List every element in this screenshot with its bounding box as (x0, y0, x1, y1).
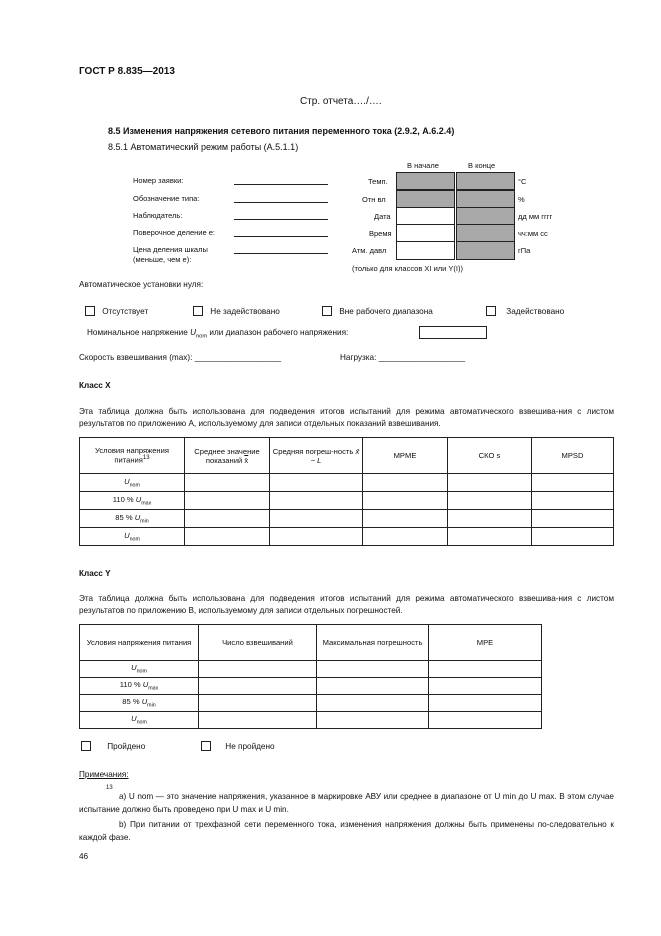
table-cell[interactable] (270, 474, 363, 492)
env-date-label: Дата (374, 212, 391, 221)
load-field[interactable]: Нагрузка: ___________________ (340, 353, 466, 362)
table-cell[interactable] (270, 510, 363, 528)
note-a: а) U nom — это значение напряжения, указанное в маркировке АВУ или среднее в диапазоне от U min до U max. В этом случае испытание должно быть проведено при U max и U min. (79, 792, 614, 814)
table-cell[interactable] (317, 695, 429, 712)
table-cell[interactable] (199, 661, 317, 678)
class-x-title: Класс X (79, 381, 111, 390)
table-cell[interactable] (363, 492, 448, 510)
env-humidity-start-cell[interactable] (396, 190, 455, 208)
class-x-header-mean-error: Средняя погреш-ность x̄ − L (270, 438, 363, 474)
type-designation-label: Обозначение типа: (133, 194, 200, 203)
env-pressure-unit: гПа (518, 246, 531, 255)
class-x-header-mean: Среднее значение показаний x̄ (185, 438, 270, 474)
table-cell[interactable] (317, 661, 429, 678)
class-x-row-label: $U_{nom}$ (80, 528, 185, 546)
observer-label: Наблюдатель: (133, 211, 183, 220)
table-cell[interactable] (317, 678, 429, 695)
table-cell[interactable] (429, 695, 542, 712)
order-number-field[interactable] (234, 184, 328, 185)
table-cell[interactable] (532, 474, 614, 492)
table-cell[interactable] (270, 492, 363, 510)
result-failed[interactable] (201, 741, 275, 751)
weighing-speed-field[interactable]: Скорость взвешивания (max): ___________________ (79, 353, 282, 362)
table-cell[interactable] (532, 528, 614, 546)
table-cell[interactable] (363, 510, 448, 528)
result-failed-label: Не пройдено (225, 742, 275, 751)
table-cell[interactable] (199, 712, 317, 729)
class-y-row-label: $U_{nom}$ (80, 661, 199, 678)
env-col-start: В начале (407, 161, 439, 170)
nominal-voltage-label: Номинальное напряжение $U_{nom}$ или диапазон рабочего напряжения: (87, 328, 349, 340)
table-cell[interactable] (199, 678, 317, 695)
env-time-end-cell[interactable] (456, 224, 515, 242)
env-time-unit: чч:мм сс (518, 229, 548, 238)
env-date-end-cell[interactable] (456, 207, 515, 225)
table-cell[interactable] (448, 474, 532, 492)
scale-division-field[interactable] (234, 253, 328, 254)
table-cell[interactable] (185, 510, 270, 528)
class-y-table (79, 624, 542, 729)
scale-division-label-2: (меньше, чем e): (133, 255, 192, 264)
class-y-header-conditions: Условия напряжения питания (80, 625, 199, 661)
table-cell[interactable] (185, 474, 270, 492)
doc-code: ГОСТ Р 8.835—2013 (79, 66, 175, 77)
zero-device-label: Автоматическое установки нуля: (79, 280, 204, 289)
env-humidity-unit: % (518, 195, 525, 204)
table-cell[interactable] (199, 695, 317, 712)
env-temp-unit: °C (518, 177, 527, 186)
table-cell[interactable] (532, 492, 614, 510)
table-cell[interactable] (429, 712, 542, 729)
verification-division-label: Поверочное деление e: (133, 228, 215, 237)
class-x-header-mpsd: MPSD (532, 438, 614, 474)
class-y-header-mpe: MPE (429, 625, 542, 661)
zero-option-outside-range-label: Вне рабочего диапазона (339, 307, 433, 316)
table-cell[interactable] (363, 474, 448, 492)
class-x-header-mpme: MPME (363, 438, 448, 474)
checkbox[interactable] (322, 306, 332, 316)
env-date-unit: дд мм гггг (518, 212, 553, 221)
table-cell[interactable] (429, 661, 542, 678)
class-x-table (79, 437, 614, 546)
result-passed-label: Пройдено (107, 742, 146, 751)
class-x-description: Эта таблица должна быть использована для подведения итогов испытаний для режима автоматического взвешива-ния с листом результатов по приложению А, используемому для записи отдельных показаний взвешивания. (79, 407, 614, 428)
env-note: (только для классов XI или Y(I)) (352, 264, 463, 273)
checkbox[interactable] (201, 741, 211, 751)
checkbox[interactable] (193, 306, 203, 316)
class-x-header-sko: СКО s (448, 438, 532, 474)
section-title: 8.5 Изменения напряжения сетевого питания переменного тока (2.9.2, А.6.2.4) (108, 126, 455, 136)
env-time-label: Время (369, 229, 392, 238)
table-cell[interactable] (317, 712, 429, 729)
class-y-header-max-error: Максимальная погрешность (317, 625, 429, 661)
env-pressure-start-cell[interactable] (396, 241, 455, 260)
env-temp-label: Темп. (368, 177, 388, 186)
table-cell[interactable] (448, 510, 532, 528)
zero-option-outside-range[interactable] (322, 306, 433, 316)
checkbox[interactable] (85, 306, 95, 316)
order-number-label: Номер заявки: (133, 176, 184, 185)
result-passed[interactable] (81, 741, 145, 751)
checkbox[interactable] (81, 741, 91, 751)
env-date-start-cell[interactable] (396, 207, 455, 225)
env-pressure-end-cell[interactable] (456, 241, 515, 260)
checkbox[interactable] (486, 306, 496, 316)
class-y-description: Эта таблица должна быть использована для подведения итогов испытаний для режима автоматического взвешива-ния с листом результатов по приложению В, используемому для записи отдельных погрешностей. (79, 594, 614, 615)
env-time-start-cell[interactable] (396, 224, 455, 242)
env-humidity-label: Отн вл (362, 195, 386, 204)
footnote-mark: 13 (106, 785, 113, 791)
env-temp-start-cell[interactable] (396, 172, 455, 190)
verification-division-field[interactable] (234, 236, 328, 237)
zero-option-disabled-label: Не задействовано (210, 307, 280, 316)
env-humidity-end-cell[interactable] (456, 190, 515, 208)
notes-title: Примечания: (79, 770, 129, 779)
table-cell[interactable] (448, 492, 532, 510)
class-x-header-conditions: Условия напряжения питания$^{13}$ (80, 438, 185, 474)
class-y-row-label: 110 % $U_{max}$ (80, 678, 199, 695)
section-subtitle: 8.5.1 Автоматический режим работы (А.5.1.1) (108, 142, 299, 152)
class-y-header-count: Число взвешиваний (199, 625, 317, 661)
zero-option-enabled[interactable] (486, 306, 564, 316)
nominal-voltage-field[interactable] (419, 326, 487, 339)
table-cell[interactable] (532, 510, 614, 528)
zero-option-absent[interactable] (85, 306, 148, 316)
table-cell[interactable] (363, 528, 448, 546)
zero-option-enabled-label: Задействовано (506, 307, 565, 316)
env-temp-end-cell[interactable] (456, 172, 515, 190)
table-cell[interactable] (185, 492, 270, 510)
table-cell[interactable] (270, 528, 363, 546)
class-y-row-label: $U_{nom}$ (80, 712, 199, 729)
env-pressure-label: Атм. давл (352, 246, 387, 255)
class-x-row-label: 110 % $U_{max}$ (80, 492, 185, 510)
zero-option-absent-label: Отсутствует (102, 307, 149, 316)
report-page-field: Стр. отчета…./…. (300, 96, 382, 107)
env-col-end: В конце (468, 161, 496, 170)
table-cell[interactable] (185, 528, 270, 546)
observer-field[interactable] (234, 219, 328, 220)
table-cell[interactable] (448, 528, 532, 546)
table-cell[interactable] (429, 678, 542, 695)
class-y-row-label: 85 % $U_{min}$ (80, 695, 199, 712)
scale-division-label: Цена деления шкалы (133, 245, 208, 254)
page-number: 46 (79, 852, 89, 861)
note-b: b) При питании от трехфазной сети переменного тока, изменения напряжения должны быть применены по-следовательно к каждой фазе. (79, 820, 614, 842)
zero-option-disabled[interactable] (193, 306, 280, 316)
class-y-title: Класс Y (79, 569, 111, 578)
type-designation-field[interactable] (234, 202, 328, 203)
class-x-row-label: $U_{nom}$ (80, 474, 185, 492)
class-x-row-label: 85 % $U_{min}$ (80, 510, 185, 528)
